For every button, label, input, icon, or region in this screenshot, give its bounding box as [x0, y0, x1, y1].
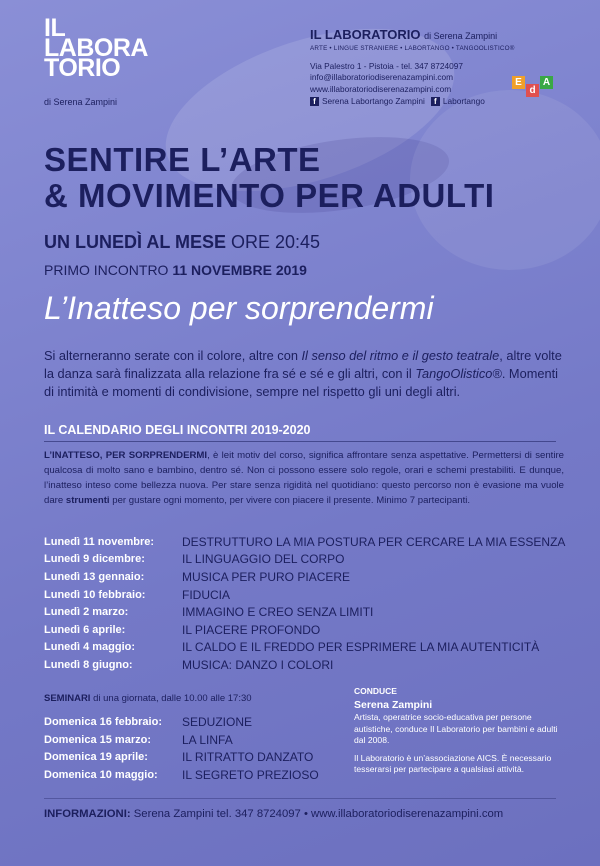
description-paragraph — [44, 448, 564, 508]
calendar-topic: IMMAGINO E CREO SENZA LIMITI — [182, 605, 374, 620]
footer-label: INFORMAZIONI: — [44, 808, 131, 820]
laboratorio-logo — [44, 14, 148, 82]
description-text: per gustare ogni momento, per vivere con piacere il presente. Minimo 7 partecipanti. — [109, 495, 471, 506]
main-title — [44, 142, 564, 214]
calendar-date: Lunedì 9 dicembre: — [44, 553, 145, 566]
divider — [44, 441, 556, 442]
calendar-row — [44, 639, 574, 657]
calendar-row — [44, 621, 574, 639]
calendar-date: Lunedì 11 novembre: — [44, 535, 155, 548]
seminar-topic: LA LINFA — [182, 732, 233, 747]
activity-tags: ARTE • LINGUE STRANIERE • LABORTANGO • TANGOOLISTICO® — [310, 45, 515, 52]
eda-logo — [512, 72, 558, 100]
calendar-row — [44, 656, 574, 674]
seminar-row — [44, 749, 344, 767]
calendar-date: Lunedì 13 gennaio: — [44, 570, 145, 583]
logo-line: IL — [44, 14, 66, 42]
conduce-bio: Artista, operatrice socio-educativa per persone autistiche, conduce Il Laboratorio per bambini e adulti dal 2008. — [354, 712, 558, 745]
seminar-date: Domenica 15 marzo: — [44, 733, 151, 746]
social-links — [310, 96, 510, 108]
calendar-topic: MUSICA: DANZO I COLORI — [182, 657, 334, 672]
eda-letter-a: A — [540, 76, 553, 89]
intro-text: . Momenti di intimità e momenti di condivisione, sempre nel rispetto gli uni degli altri. — [44, 366, 558, 399]
seminar-topic: SEDUZIONE — [182, 714, 253, 729]
org-subtitle: di Serena Zampini — [424, 31, 498, 41]
calendar-date: Lunedì 6 aprile: — [44, 623, 126, 636]
seminar-topic: IL SEGRETO PREZIOSO — [182, 768, 319, 783]
calendar-topic: DESTRUTTURO LA MIA POSTURA PER CERCARE LA MIA ESSENZA — [182, 534, 566, 549]
facebook-link-labortango[interactable]: Labortango — [442, 96, 485, 106]
org-name — [310, 28, 510, 43]
description-bold: strumenti — [65, 495, 110, 506]
contact-block — [310, 27, 515, 108]
footer-info — [44, 808, 564, 820]
website-link[interactable]: www.illaboratoriodiserenazampini.com — [310, 83, 452, 94]
calendar-topic: IL CALDO E IL FREDDO PER ESPRIMERE LA MIA AUTENTICITÀ — [182, 640, 540, 655]
facebook-link-serena[interactable]: Serena Labortango Zampini — [322, 96, 425, 106]
seminar-date: Domenica 10 maggio: — [44, 769, 158, 782]
calendar-row — [44, 603, 574, 621]
description-text: , è leit motiv del corso, significa affrontare senza aspettative. Permettersi di sentire qualcosa di molto sano e bambino, dentro sé. Non ci possono essere solo regole, orari e schemi prestabiliti. E dunque, l’inatteso inteso come bellezza nuova. Per stare senza rigidità nel quotidiano: questo percorso non è evasione ma vuole dare — [44, 450, 565, 506]
calendar-topic: MUSICA PER PURO PIACERE — [182, 569, 351, 584]
calendar-topic: IL PIACERE PROFONDO — [182, 622, 321, 637]
address: Via Palestro 1 - Pistoia - tel. 347 8724097 — [310, 60, 463, 71]
first-meeting-label: PRIMO INCONTRO — [44, 262, 173, 278]
seminar-date: Domenica 19 aprile: — [44, 751, 148, 764]
seminar-row — [44, 713, 344, 731]
title-line: SENTIRE L’ARTE — [44, 141, 321, 178]
intro-emphasis: Il senso del ritmo e il gesto teatrale — [301, 348, 500, 363]
intro-paragraph — [44, 347, 564, 401]
course-theme: L’Inatteso per sorprendermi — [44, 290, 434, 326]
seminari-heading — [44, 693, 252, 704]
seminar-row — [44, 731, 344, 749]
seminari-label: SEMINARI — [44, 693, 91, 704]
calendar-row — [44, 551, 574, 569]
seminari-hours: di una giornata, dalle 10.00 alle 17:30 — [90, 693, 252, 704]
intro-text: Si alterneranno serate con il colore, altre con — [44, 348, 302, 363]
logo-subtitle: di Serena Zampini — [44, 97, 118, 107]
calendar-topic: FIDUCIA — [182, 587, 230, 602]
calendar-date: Lunedì 2 marzo: — [44, 606, 129, 619]
conduce-name: Serena Zampini — [354, 698, 433, 711]
logo-line: LABORA — [44, 34, 148, 62]
calendar-date: Lunedì 8 giugno: — [44, 658, 133, 671]
seminar-row — [44, 766, 344, 784]
email-link[interactable]: info@illaboratoriodiserenazampini.com — [310, 72, 454, 82]
calendar-row — [44, 533, 574, 551]
seminari-list — [44, 713, 344, 784]
title-line: & MOVIMENTO PER ADULTI — [44, 177, 495, 214]
facebook-icon: f — [310, 97, 319, 106]
seminar-date: Domenica 16 febbraio: — [44, 715, 162, 728]
conduce-block — [354, 686, 564, 782]
calendar-topic: IL LINGUAGGIO DEL CORPO — [182, 552, 345, 567]
divider — [44, 798, 556, 799]
schedule-time: ORE 20:45 — [226, 232, 321, 252]
facebook-icon: f — [431, 97, 440, 106]
footer-text: Serena Zampini tel. 347 8724097 • www.illaboratoriodiserenazampini.com — [130, 808, 504, 820]
intro-emphasis: TangoOlistico® — [415, 366, 502, 381]
schedule-frequency: UN LUNEDÌ AL MESE — [44, 232, 227, 252]
calendar-date: Lunedì 10 febbraio: — [44, 588, 146, 601]
org-title: IL LABORATORIO — [310, 27, 421, 42]
seminar-topic: IL RITRATTO DANZATO — [182, 750, 314, 765]
calendar-list — [44, 533, 574, 674]
first-meeting-date: 11 NOVEMBRE 2019 — [172, 262, 307, 278]
calendar-heading: IL CALENDARIO DEGLI INCONTRI 2019-2020 — [44, 423, 311, 437]
description-bold: L’INATTESO, PER SORPRENDERMI — [44, 450, 208, 461]
conduce-note: Il Laboratorio è un’associazione AICS. È necessario tesserarsi per partecipare a qualsiasi attività. — [354, 752, 552, 774]
logo-line: TORIO — [44, 54, 121, 82]
eda-letter-e: E — [512, 76, 525, 89]
first-meeting-line — [44, 262, 307, 278]
eda-letter-d: d — [526, 84, 539, 97]
calendar-row — [44, 586, 574, 604]
schedule-line — [44, 232, 320, 253]
conduce-label: CONDUCE — [354, 686, 397, 696]
calendar-date: Lunedì 4 maggio: — [44, 641, 136, 654]
calendar-row — [44, 568, 574, 586]
intro-text: , altre volte la danza sarà finalizzata alla relazione fra sé e sé e gli altri, con il — [44, 348, 562, 381]
